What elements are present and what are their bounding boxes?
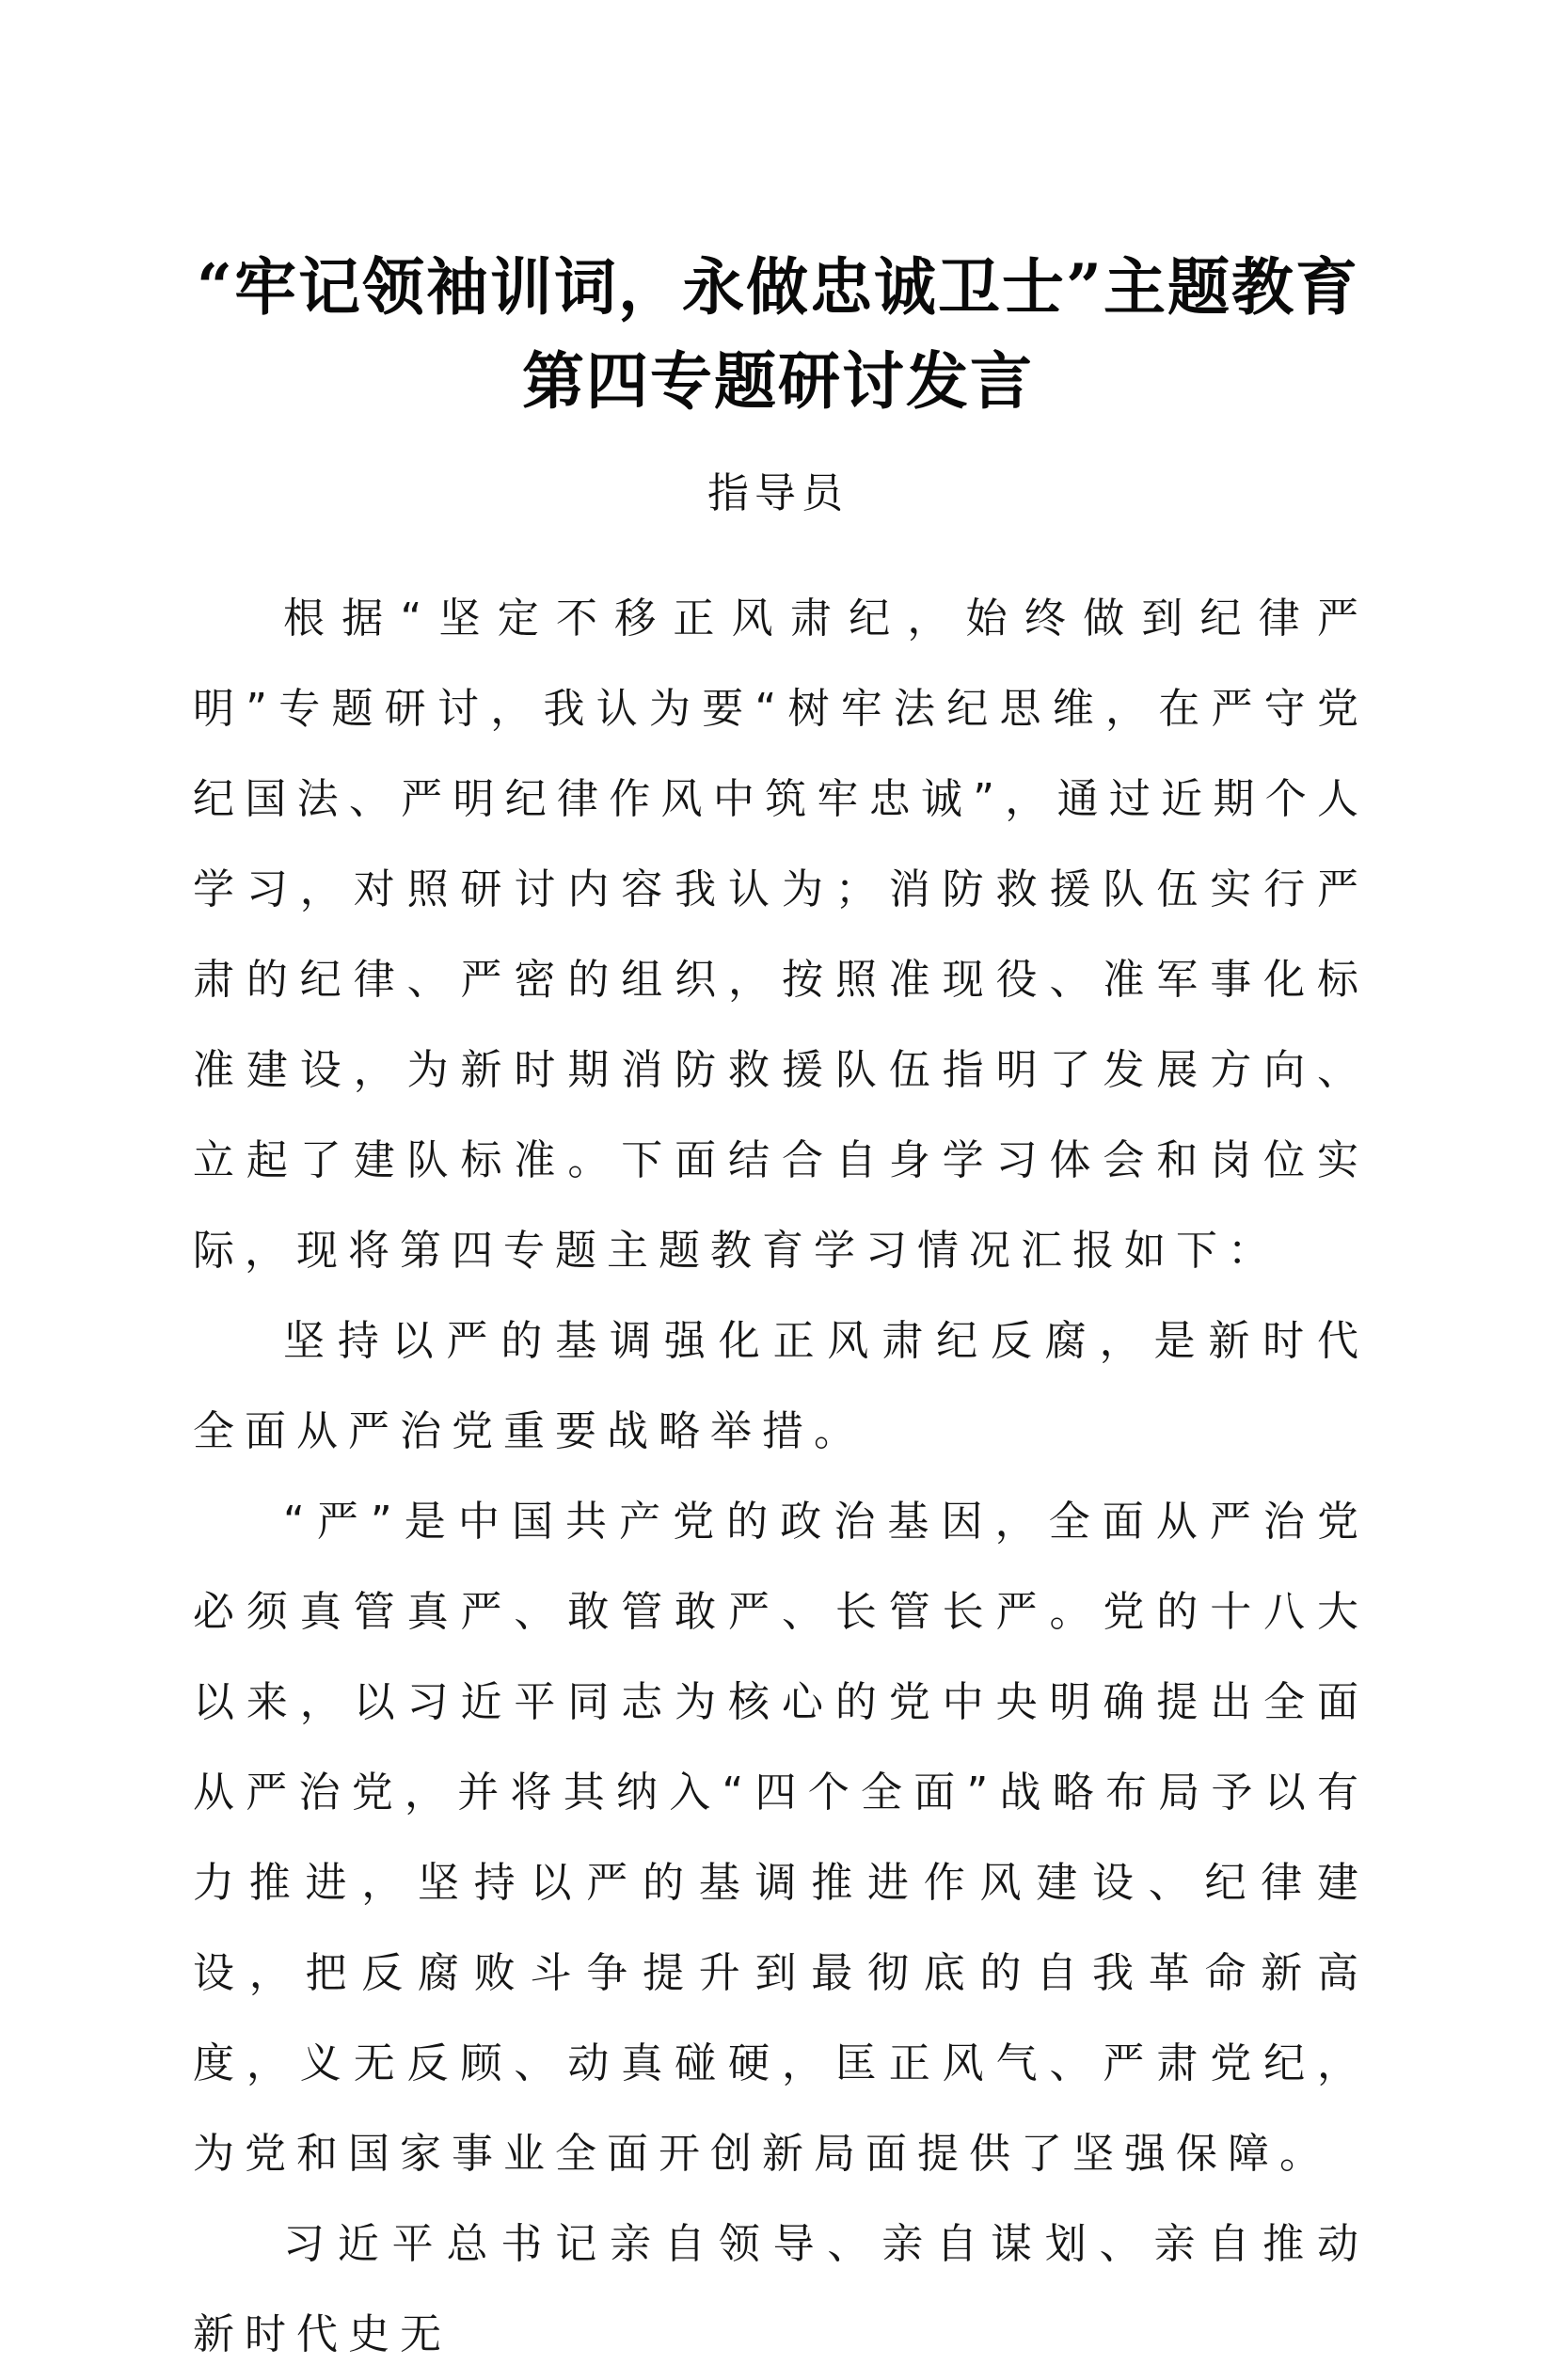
title-line-1: “牢记领袖训词，永做忠诚卫士”主题教育 [197,250,1359,324]
title-line-2: 第四专题研讨发言 [522,344,1034,418]
paragraph-1: 根据“坚定不移正风肃纪，始终做到纪律严明”专题研讨，我认为要“树牢法纪思维，在严守党纪国法、严明纪律作风中筑牢忠诚”，通过近期个人学习，对照研讨内容我认为；消防救援队伍实行严肃的纪律、严密的组织，按照准现役、准军事化标准建设，为新时期消防救援队伍指明了发展方向、立起了建队标准。下面结合自身学习体会和岗位实际，现将第四专题主题教育学习情况汇报如下： [193,595,1369,1275]
document-body [193,574,1369,2380]
paragraph-2: 坚持以严的基调强化正风肃纪反腐，是新时代全面从严治党重要战略举措。 [193,1317,1369,1455]
document-author: 指导员 [707,469,849,517]
document-title [141,240,1415,428]
paragraph-3: “严”是中国共产党的政治基因，全面从严治党必须真管真严、敢管敢严、长管长严。党的十八大以来，以习近平同志为核心的党中央明确提出全面从严治党，并将其纳入“四个全面”战略布局予以有力推进，坚持以严的基调推进作风建设、纪律建设，把反腐败斗争提升到最彻底的自我革命新高度，义无反顾、动真碰硬，匡正风气、严肃党纪，为党和国家事业全面开创新局面提供了坚强保障。 [193,1498,1369,2178]
paragraph-4: 习近平总书记亲自领导、亲自谋划、亲自推动新时代史无 [193,2220,1369,2358]
